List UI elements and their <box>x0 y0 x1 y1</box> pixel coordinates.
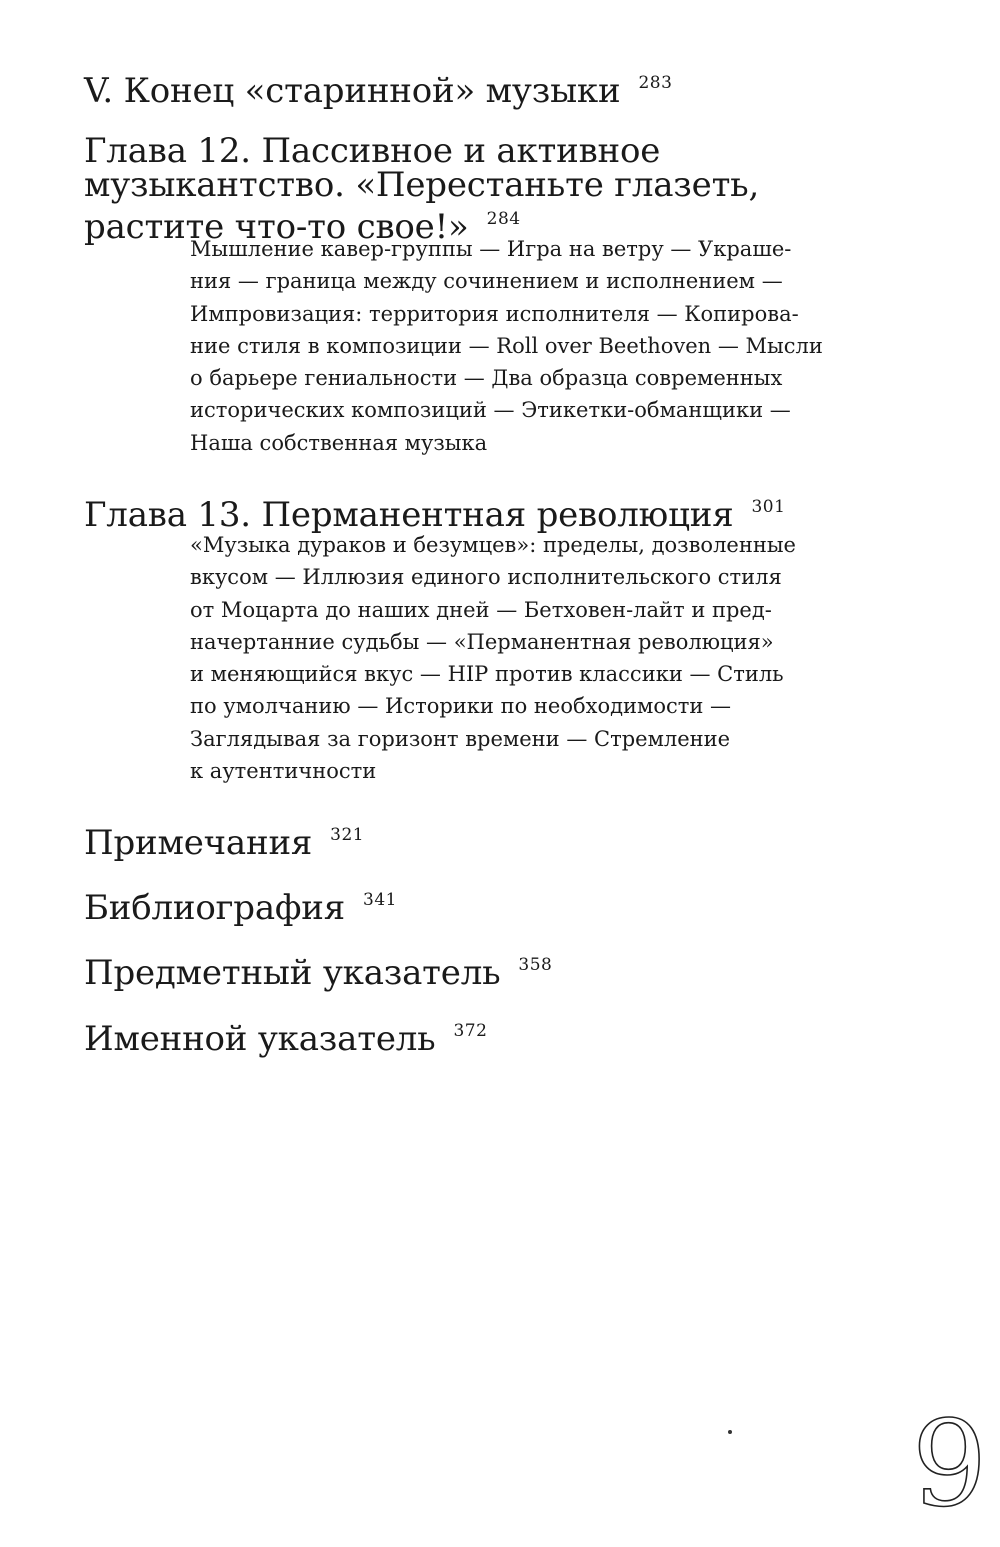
toc-page-number: 283 <box>638 73 673 93</box>
toc-title-line: Примечания <box>84 823 313 863</box>
toc-entry-part-5-title <box>84 66 673 111</box>
toc-title-line: Предметный указатель <box>84 953 501 993</box>
toc-entry-notes <box>84 818 365 863</box>
page-folio-number: 9 <box>912 1395 988 1533</box>
summary-line: исторических композиций — Этикетки-обманщики — <box>190 398 791 423</box>
toc-title-line: Глава 13. Перманентная революция <box>84 495 734 535</box>
toc-page-number: 301 <box>751 497 786 517</box>
toc-entry-name-index <box>84 1014 488 1059</box>
toc-title-line: V. Конец «старинной» музыки <box>84 71 621 111</box>
summary-line: Наша собственная музыка <box>190 430 488 455</box>
toc-entry-bibliography <box>84 883 397 928</box>
summary-line: от Моцарта до наших дней — Бетховен-лайт и пред- <box>190 597 772 622</box>
summary-line: ние стиля в композиции — Roll over Beethoven — Мысли <box>190 333 823 358</box>
toc-title-line: музыкантство. «Перестаньте глазеть, <box>84 165 760 205</box>
summary-line: о барьере гениальности — Два образца современных <box>190 366 783 391</box>
summary-line: Мышление кавер-группы — Игра на ветру — Украше- <box>190 237 792 261</box>
summary-line: вкусом — Иллюзия единого исполнительского стиля <box>190 565 782 590</box>
summary-line: начертанние судьбы — «Перманентная революция» <box>190 629 774 654</box>
toc-page-number: 284 <box>486 209 521 229</box>
summary-line: и меняющийся вкус — HIP против классики — Стиль <box>190 662 784 687</box>
toc-title-line: растите что-то свое!» <box>84 207 469 247</box>
toc-page-number: 372 <box>453 1021 488 1041</box>
toc-page-number: 321 <box>330 825 365 845</box>
toc-page-number: 341 <box>363 890 397 910</box>
chapter-12-summary <box>190 233 823 459</box>
toc-title-line: Глава 12. Пассивное и активное <box>84 131 661 171</box>
toc-page-number: 358 <box>518 955 553 975</box>
summary-line: Заглядывая за горизонт времени — Стремление <box>190 726 731 751</box>
toc-entry-subject-index <box>84 948 553 993</box>
summary-line: Импровизация: территория исполнителя — Копирова- <box>190 301 799 326</box>
summary-line: по умолчанию — Историки по необходимости — <box>190 694 732 719</box>
toc-title-line: Библиография <box>84 888 346 928</box>
toc-entry-chapter-13-title <box>84 490 786 535</box>
toc-entry-chapter-12-title <box>84 131 661 171</box>
chapter-13-summary <box>190 529 796 787</box>
stray-mark <box>728 1430 732 1434</box>
toc-entry-chapter-12-title-line-2 <box>84 165 760 205</box>
summary-line: к аутентичности <box>190 759 377 784</box>
summary-line: «Музыка дураков и безумцев»: пределы, дозволенные <box>190 533 796 557</box>
toc-title-line: Именной указатель <box>84 1019 436 1059</box>
summary-line: ния — граница между сочинением и исполнением — <box>190 269 783 294</box>
